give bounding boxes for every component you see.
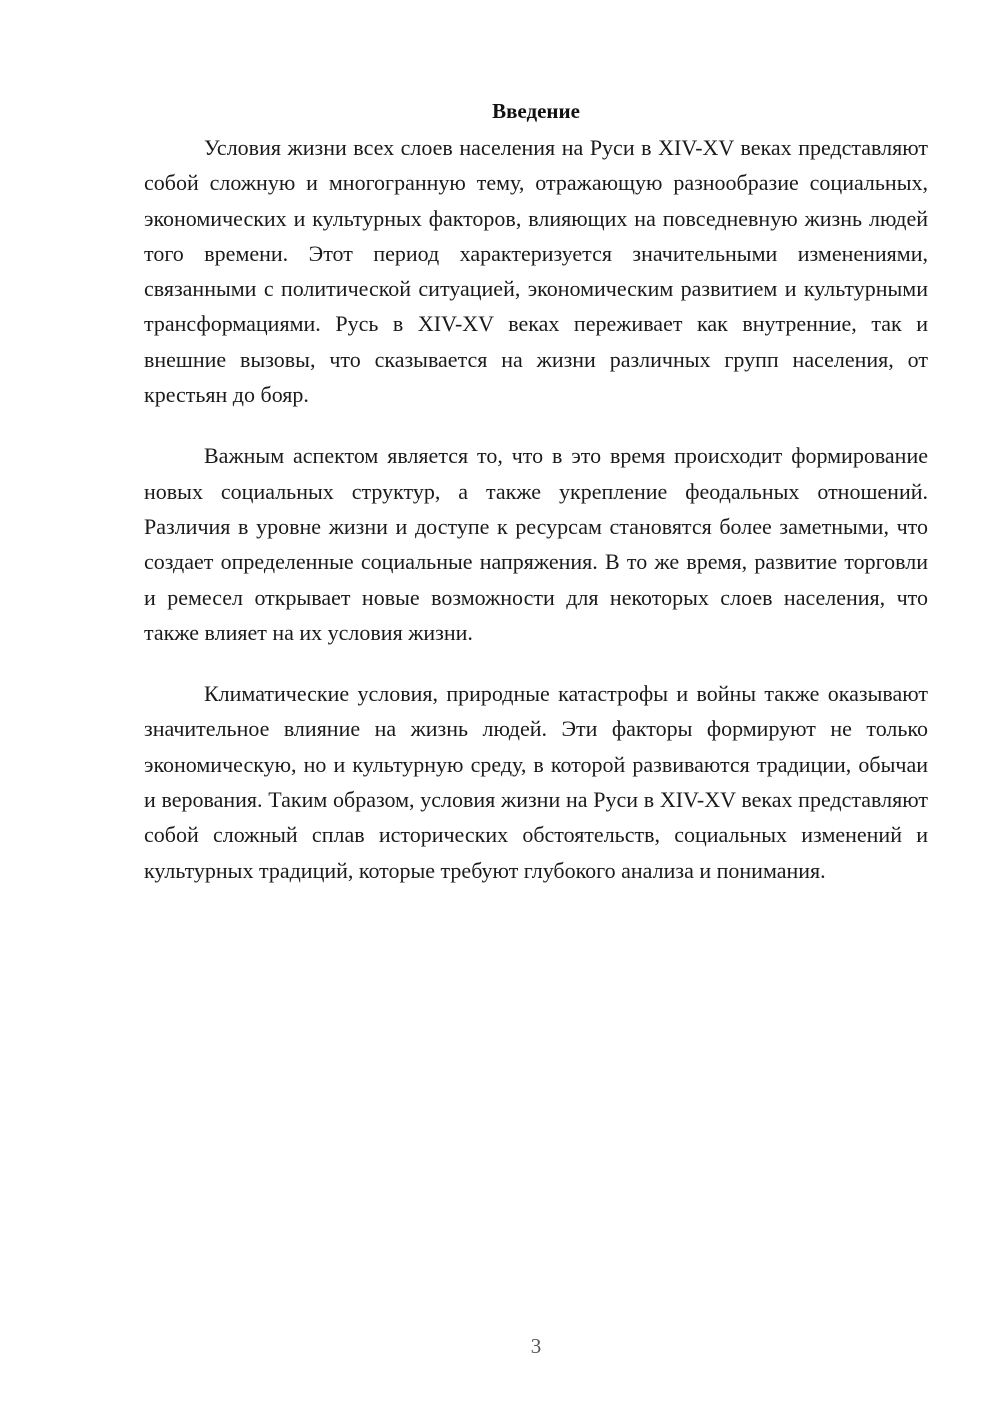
paragraph-3: Климатические условия, природные катастрофы и войны также оказывают значительное влияние на жизнь людей. Эти факторы формируют не только экономическую, но и культурную среду, в которой развиваются традиции, обычаи и верования. Таким образом, условия жизни на Руси в XIV-XV веках представляют собой сложный сплав исторических обстоятельств, социальных изменений и культурных традиций, которые требуют глубокого анализа и понимания. [144, 681, 928, 883]
paragraph-1: Условия жизни всех слоев населения на Руси в XIV-XV веках представляют собой сложную и многогранную тему, отражающую разнообразие социальных, экономических и культурных факторов, влияющих на повседневную жизнь людей того времени. Этот период характеризуется значительными изменениями, связанными с политической ситуацией, экономическим развитием и культурными трансформациями. Русь в XIV-XV веках переживает как внутренние, так и внешние вызовы, что сказывается на жизни различных групп населения, от крестьян до бояр. [144, 135, 928, 408]
page-number: 3 [530, 1334, 542, 1358]
page-content [144, 96, 928, 914]
paragraph-2: Важным аспектом является то, что в это время происходит формирование новых социальных структур, а также укрепление феодальных отношений. Различия в уровне жизни и доступе к ресурсам становятся более заметными, что создает определенные социальные напряжения. В то же время, развитие торговли и ремесел открывает новые возможности для некоторых слоев населения, что также влияет на их условия жизни. [144, 443, 928, 645]
section-heading: Введение [492, 99, 580, 123]
